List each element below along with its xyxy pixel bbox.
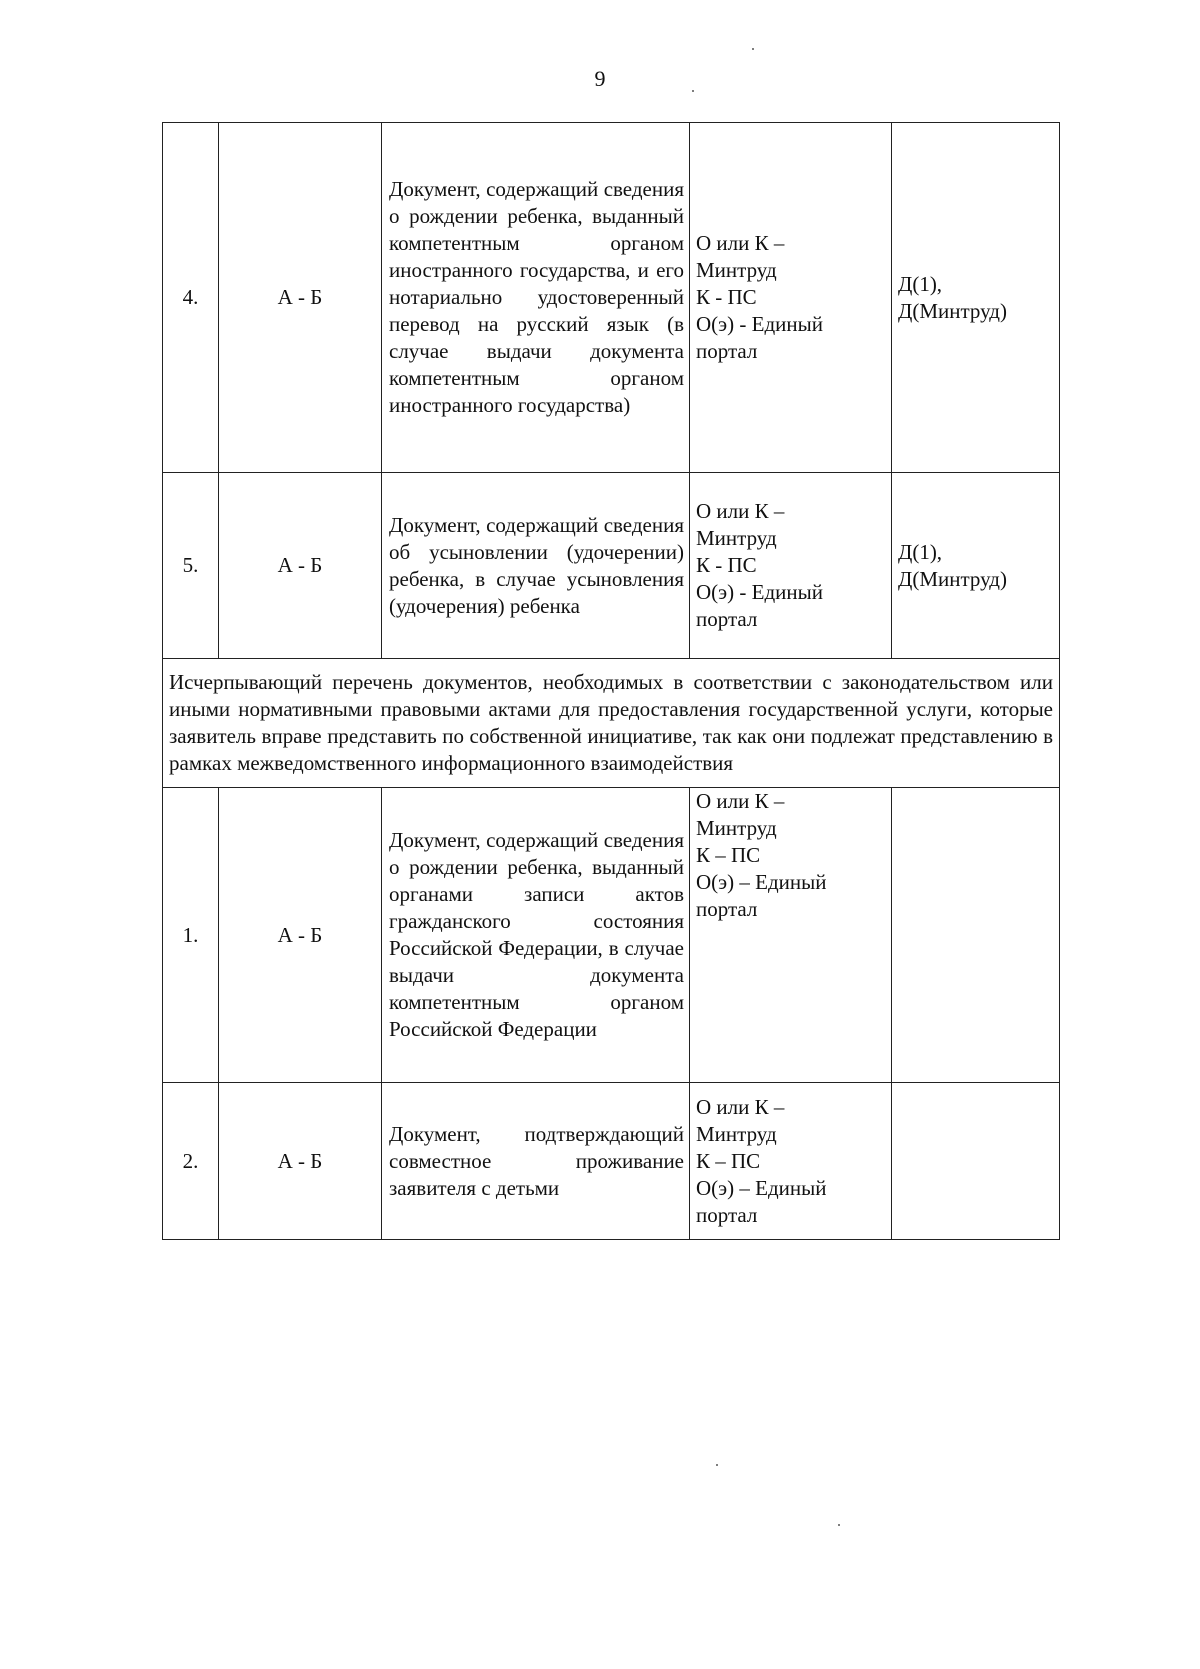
row-number: 4. (163, 123, 219, 473)
form-line: О или К – (696, 231, 785, 255)
note-line: Д(1), (898, 539, 943, 564)
row-number: 2. (163, 1083, 219, 1240)
form-line: портал (696, 607, 758, 631)
applicant-category: А - Б (219, 123, 382, 473)
table-row (163, 1083, 1060, 1240)
note-line: Д(Минтруд) (898, 566, 1007, 591)
form-line: О или К – (696, 499, 785, 523)
document-note (892, 1083, 1060, 1240)
note-line: Д(Минтруд) (898, 298, 1007, 323)
table-row (163, 788, 1060, 1083)
form-line: К – ПС (696, 843, 761, 867)
form-line: О(э) - Единый (696, 312, 823, 336)
form-line: К - ПС (696, 553, 757, 577)
document-description: Документ, содержащий сведения о рождении ребенка, выданный компетентным органом иностранного государства, и его нотариально удостоверенный перевод на русский язык (в случае выдачи документа компетентным органом иностранного государства) (382, 123, 690, 473)
form-line: портал (696, 339, 758, 363)
section-heading: Исчерпывающий перечень документов, необходимых в соответствии с законодательством или иными нормативными правовыми актами для предоставления государственной услуги, которые заявитель вправе представить по собственной инициативе, так как они подлежат представлению в рамках межведомственного информационного взаимодействия (163, 659, 1060, 788)
applicant-category: А - Б (219, 473, 382, 659)
scan-speck (716, 1464, 718, 1466)
submission-form (690, 788, 892, 1083)
documents-table (162, 122, 1060, 1240)
table-row (163, 473, 1060, 659)
form-line: О или К – (696, 1094, 785, 1119)
row-number: 5. (163, 473, 219, 659)
submission-form (690, 473, 892, 659)
section-heading-row (163, 659, 1060, 788)
form-line: Минтруд (696, 1121, 777, 1146)
document-description: Документ, содержащий сведения об усыновлении (удочерении) ребенка, в случае усыновления (удочерения) ребенка (382, 473, 690, 659)
form-line: портал (696, 897, 758, 921)
form-line: К – ПС (696, 1148, 761, 1173)
document-note (892, 788, 1060, 1083)
form-line: О(э) - Единый (696, 580, 823, 604)
applicant-category: А - Б (219, 1083, 382, 1240)
form-line: Минтруд (696, 526, 777, 550)
submission-form (690, 123, 892, 473)
form-line: К - ПС (696, 285, 757, 309)
table-row (163, 123, 1060, 473)
scan-speck (752, 48, 754, 50)
document-description: Документ, подтверждающий совместное проживание заявителя с детьми (382, 1083, 690, 1240)
form-line: О(э) – Единый (696, 1175, 827, 1200)
note-line: Д(1), (898, 271, 943, 296)
form-line: О или К – (696, 789, 785, 813)
form-line: Минтруд (696, 816, 777, 840)
document-description: Документ, содержащий сведения о рождении ребенка, выданный органами записи актов гражданского состояния Российской Федерации, в случае выдачи документа компетентным органом Российской Федерации (382, 788, 690, 1083)
form-line: портал (696, 1202, 758, 1227)
form-line: О(э) – Единый (696, 870, 827, 894)
row-number: 1. (163, 788, 219, 1083)
form-line: Минтруд (696, 258, 777, 282)
applicant-category: А - Б (219, 788, 382, 1083)
scan-speck (838, 1524, 840, 1526)
document-note (892, 473, 1060, 659)
document-note (892, 123, 1060, 473)
page-number: 9 (594, 66, 606, 91)
submission-form (690, 1083, 892, 1240)
scan-speck (692, 90, 694, 92)
